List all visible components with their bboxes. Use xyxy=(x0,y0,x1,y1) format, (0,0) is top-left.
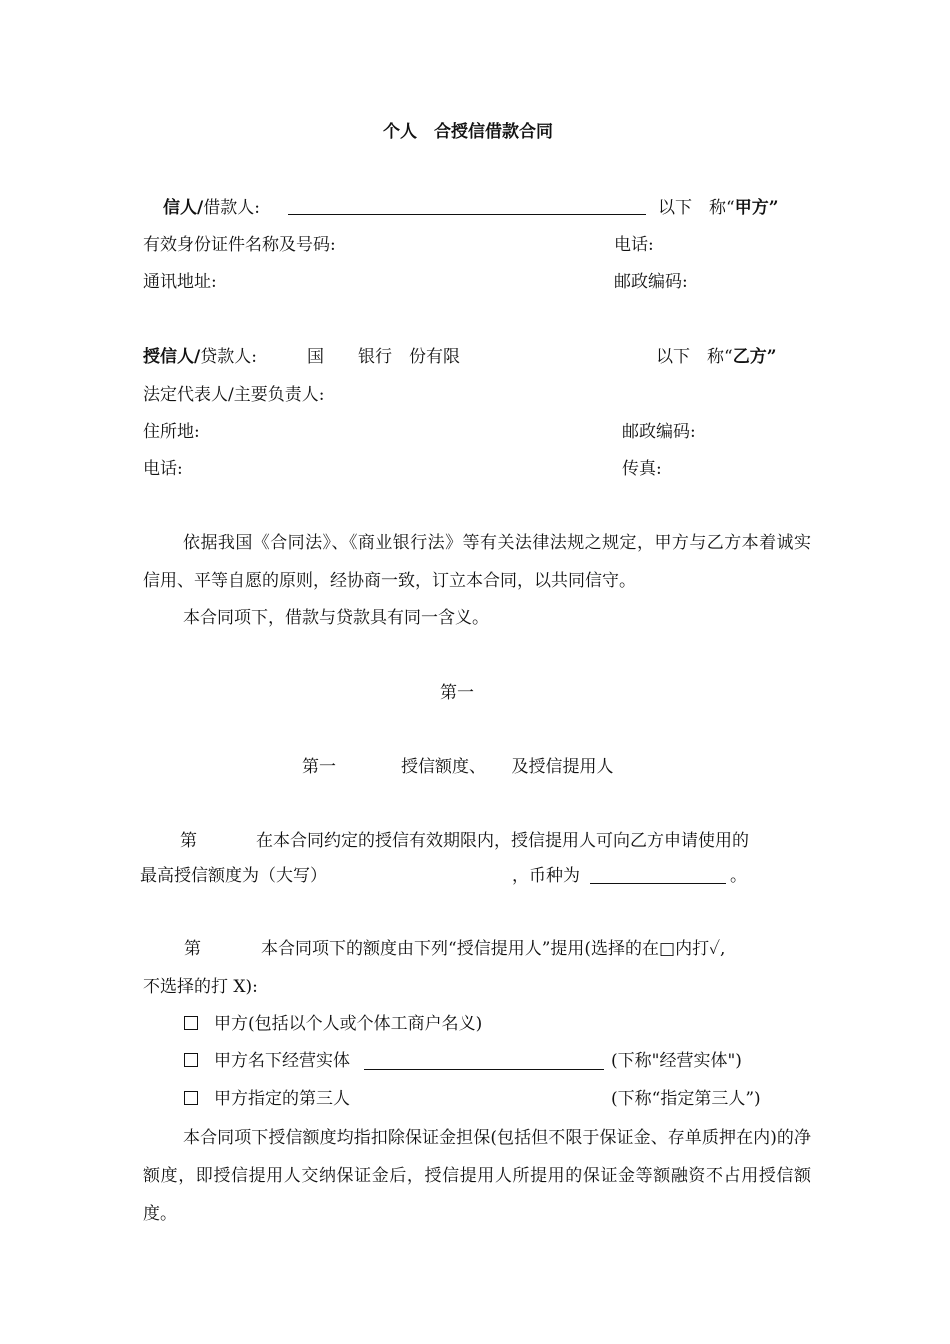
business-entity-field xyxy=(364,1069,604,1070)
option-business-entity xyxy=(184,1050,350,1072)
party-a-postcode-label: 邮政编码: xyxy=(614,272,688,292)
option-note: (下称“指定第三人”) xyxy=(611,1089,761,1109)
party-b-name: 乙方 xyxy=(732,347,767,367)
party-a-designation xyxy=(658,197,778,219)
clause-1-line-2a: 最高授信额度为（大写） xyxy=(140,866,327,886)
party-b-designation xyxy=(656,346,776,368)
option-label: 甲方(包括以个人或个体工商户名义) xyxy=(214,1014,483,1034)
party-b-postcode-label: 邮政编码: xyxy=(622,422,696,442)
clause-2-number: 第 xyxy=(184,939,201,959)
contract-title: 个人 合授信借款合同 xyxy=(383,122,553,142)
party-b-label xyxy=(143,346,257,368)
party-a-name-field xyxy=(288,214,646,215)
party-b-suffix: 以下 称“ xyxy=(656,347,733,367)
party-a-phone-label: 电话: xyxy=(614,235,654,255)
option-party-a xyxy=(184,1013,482,1035)
currency-field xyxy=(590,883,726,884)
preamble-paragraph: 依据我国《合同法》、《商业银行法》等有关法律法规之规定，甲方与乙方本着诚实信用、平等自愿的原则，经协商一致，订立本合同，以共同信守。 xyxy=(143,533,811,591)
clause-1-number: 第 xyxy=(180,831,197,851)
option-checkbox[interactable] xyxy=(184,1091,198,1105)
option-checkbox[interactable] xyxy=(184,1053,198,1067)
party-a-suffix: 以下 称“ xyxy=(658,198,735,218)
party-a-label-bold: 信人/ xyxy=(163,198,204,218)
option-label: 甲方指定的第三人 xyxy=(214,1089,350,1109)
party-b-label-bold: 授信人/ xyxy=(143,347,201,367)
party-a-address-label: 通讯地址: xyxy=(143,272,217,292)
party-a-close-quote: ” xyxy=(768,198,779,218)
part-heading: 第一 xyxy=(440,683,474,703)
option-note: (下称"经营实体") xyxy=(611,1051,742,1071)
option-third-party xyxy=(184,1088,350,1110)
party-b-close-quote: ” xyxy=(766,347,777,367)
party-a-name: 甲方 xyxy=(734,198,769,218)
option-checkbox[interactable] xyxy=(184,1016,198,1030)
party-b-rep-label: 法定代表人/主要负责人: xyxy=(143,385,325,405)
party-a-label-text: 借款人: xyxy=(203,198,260,218)
preamble-definition: 本合同项下，借款与贷款具有同一含义。 xyxy=(183,608,489,628)
chapter-title: 授信额度、 及授信提用人 xyxy=(401,757,614,777)
clause-1-currency-label: ，币种为 xyxy=(512,866,580,886)
party-a-id-label: 有效身份证件名称及号码: xyxy=(143,235,336,255)
party-b-bank-name: 国 银行 份有限 xyxy=(307,347,460,367)
clause-2-line-2: 不选择的打 X): xyxy=(143,977,258,997)
party-b-label-text: 贷款人: xyxy=(200,347,257,367)
clause-1-line-1: 在本合同约定的授信有效期限内，授信提用人可向乙方申请使用的 xyxy=(256,831,749,851)
party-b-fax-label: 传真: xyxy=(622,459,662,479)
clause-2-line-1: 本合同项下的额度由下列“授信提用人”提用(选择的在□内打✓, xyxy=(261,939,726,959)
party-a-label xyxy=(163,197,260,219)
clause-2-tail: 本合同项下授信额度均指扣除保证金担保(包括但不限于保证金、存单质押在内)的净额度，即授信提用人交纳保证金后，授信提用人所提用的保证金等额融资不占用授信额度。 xyxy=(143,1128,811,1224)
party-b-phone-label: 电话: xyxy=(143,459,183,479)
chapter-number: 第一 xyxy=(302,757,336,777)
clause-1-period: 。 xyxy=(730,866,747,886)
party-b-residence-label: 住所地: xyxy=(143,422,200,442)
option-label: 甲方名下经营实体 xyxy=(214,1051,350,1071)
